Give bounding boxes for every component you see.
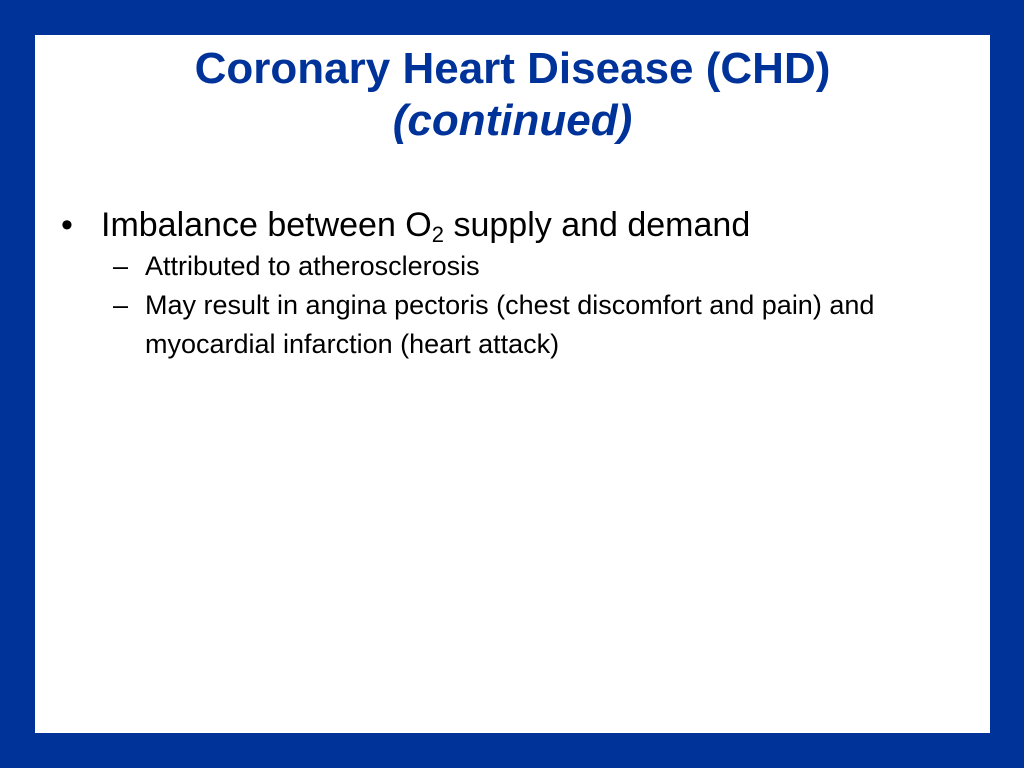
bullet-text-end: supply and demand <box>444 206 751 244</box>
dash-marker: – <box>113 290 129 320</box>
slide-title <box>35 43 990 147</box>
slide-body <box>57 205 967 364</box>
sub-bullet-text: May result in angina pectoris (chest discomfort and pain) and myocardial infarction (heart attack) <box>145 290 875 359</box>
bullet-marker: • <box>61 206 73 244</box>
title-line-2: (continued) <box>392 96 633 145</box>
sub-bullet-list <box>57 247 967 364</box>
sub-bullet-item <box>113 247 967 286</box>
dash-marker: – <box>113 251 129 281</box>
sub-bullet-item <box>113 286 967 364</box>
bullet-item <box>57 205 967 245</box>
sub-bullet-text: Attributed to atherosclerosis <box>145 251 480 281</box>
title-line-1: Coronary Heart Disease (CHD) <box>194 44 831 93</box>
bullet-subscript: 2 <box>431 222 445 247</box>
bullet-text-start: Imbalance between O <box>101 206 432 244</box>
slide-canvas <box>35 35 990 733</box>
